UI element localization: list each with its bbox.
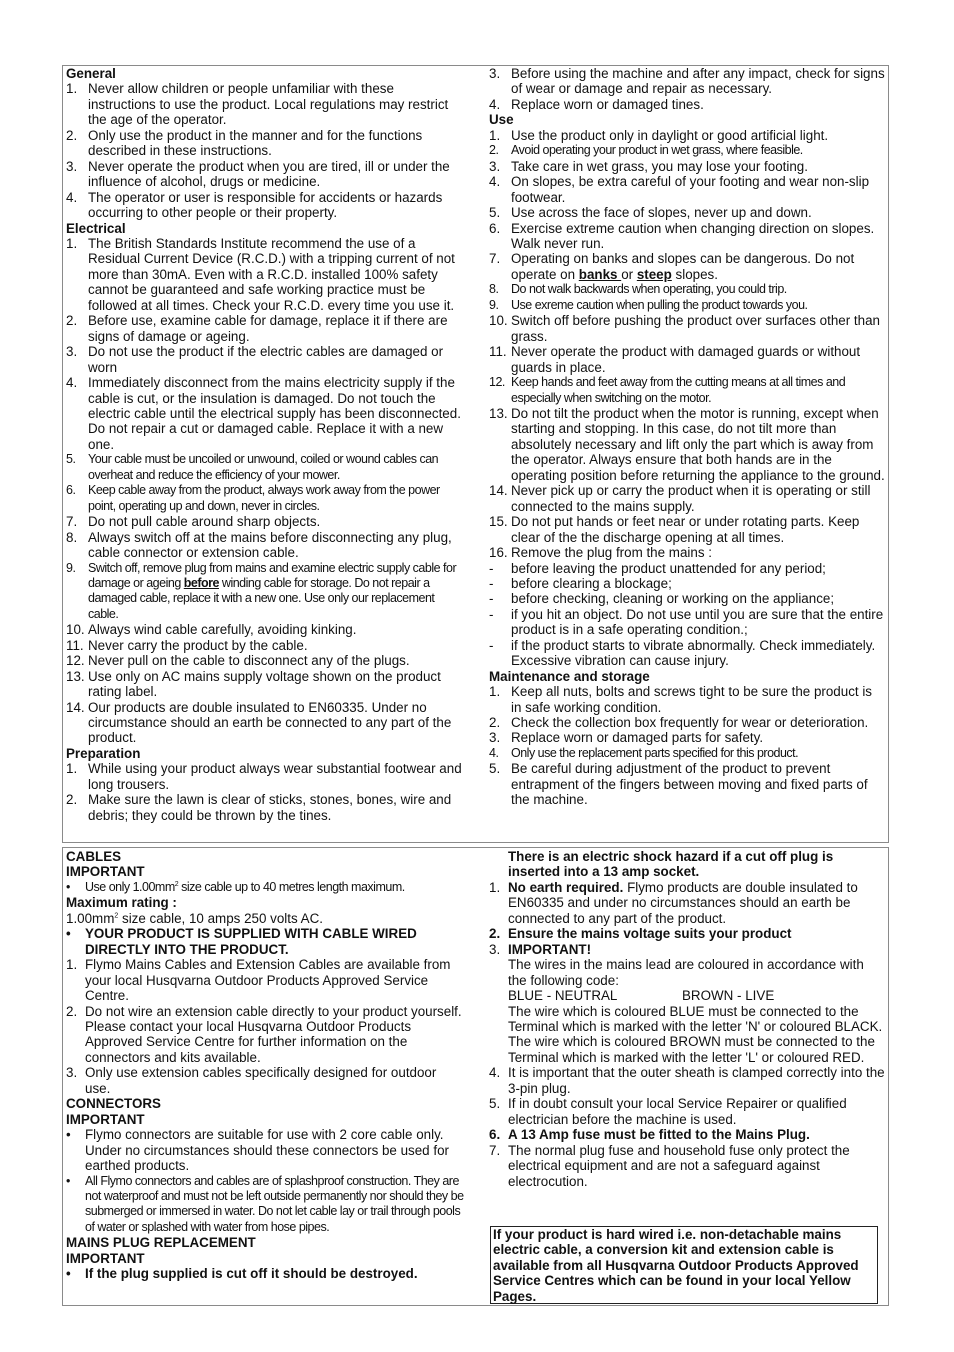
plug-item: 7. The normal plug fuse and household fuse only protect the electrical equipment and are not a safeguard against electrocution. <box>489 1142 850 1189</box>
use-item: 15. Do not put hands or feet near or under rotating parts. Keep clear of the the discharge opening at all times. <box>489 514 860 545</box>
use-item: 10. Switch off before pushing the product over surfaces other than grass. <box>489 313 880 344</box>
maintenance-item: 2. Check the collection box frequently for wear or deterioration. <box>489 715 869 731</box>
electrical-item: 13. Use only on AC mains supply voltage shown on the product rating label. <box>66 668 441 700</box>
max-rating-value: $1.00mm^2$ size cable, 10 amps 250 volts AC. <box>66 910 323 926</box>
cables-important-label: IMPORTANT <box>66 864 145 880</box>
use-item: 6. Exercise extreme caution when changing direction on slopes. Walk never run. <box>489 220 875 251</box>
maintenance-item: 3. Replace worn or damaged parts for safety. <box>489 730 764 746</box>
preparation-item: 1. While using your product always wear substantial footwear and long trousers. <box>66 761 462 792</box>
use-item: 2. Avoid operating your product in wet grass, where feasible. <box>489 143 803 158</box>
electrical-heading: Electrical <box>66 220 126 236</box>
connector-bullet: • All Flymo connectors and cables are of splashproof construction. They are not waterproof and must not be left outside permanently nor should they be submerged or immersed in water. Do not let cable lay or trail through pools of water or splashed with water from hose pipes. <box>66 1173 464 1234</box>
electrical-item: 10. Always wind cable carefully, avoiding kinking. <box>66 622 357 638</box>
use-item: 7. Operating on banks and slopes can be dangerous. Do not operate on banks or steep slopes. <box>489 251 855 282</box>
remove-plug-condition: - if you hit an object. Do not use until you are sure that the entire product is in a safe operating condition.; <box>489 606 884 638</box>
use-item: 16. Remove the plug from the mains : <box>489 545 712 561</box>
remove-plug-condition: - if the product starts to vibrate abnormally. Check immediately. Excessive vibration can cause injury. <box>489 637 876 669</box>
general-item: 3. Never operate the product when you are tired, ill or under the influence of alcohol, drugs or medicine. <box>66 158 450 190</box>
plug-important-label: IMPORTANT <box>66 1250 145 1266</box>
maintenance-heading: Maintenance and storage <box>489 668 650 684</box>
use-item: 5. Use across the face of slopes, never up and down. <box>489 205 812 221</box>
wire-code-brown: BROWN - LIVE <box>682 988 775 1004</box>
general-item: 2. Only use the product in the manner and for the functions described in these instructions. <box>66 127 423 159</box>
electrical-item: 1. The British Standards Institute recommend the use of a Residual Current Device (R.C.D.) with a tripping current of not more than 30mA. Even with a R.C.D. installed 100% safety cannot be guaranteed and safe working practice must be followed at all times. Check your R.C.D. every time you use it. <box>66 235 455 313</box>
plug-item: 6. A 13 Amp fuse must be fitted to the Mains Plug. <box>489 1127 810 1143</box>
electrical-item: 12. Never pull on the cable to disconnect any of the plugs. <box>66 653 410 669</box>
use-item: 4. On slopes, be extra careful of your footing and wear non-slip footwear. <box>489 174 870 205</box>
connectors-heading: CONNECTORS <box>66 1096 161 1112</box>
preparation-list <box>66 761 462 823</box>
before-emphasis: before <box>183 575 219 590</box>
use-heading: Use <box>489 112 514 128</box>
remove-plug-condition: - before checking, cleaning or working on the appliance; <box>489 591 835 607</box>
general-heading: General <box>66 66 116 81</box>
electrical-item: 14. Our products are double insulated to EN60335. Under no circumstance should an earth be connected to any part of the product. <box>66 699 452 746</box>
preparation-item: 2. Make sure the lawn is clear of sticks, stones, bones, wire and debris; they could be thrown by the tines. <box>66 792 452 823</box>
plug-destroy-bullet: • If the plug supplied is cut off it should be destroyed. <box>66 1266 418 1282</box>
cable-item: 3. Only use extension cables specifically designed for outdoor use. <box>66 1065 437 1096</box>
connector-bullet: • Flymo connectors are suitable for use with 2 core cable only. Under no circumstances should these connectors be used for earthed products. <box>66 1127 449 1174</box>
remove-plug-condition: - before leaving the product unattended for any period; <box>489 560 826 576</box>
max-rating-heading: Maximum rating : <box>66 895 177 911</box>
use-item: 14. Never pick up or carry the product when it is operating or still connected to the mains supply. <box>489 483 871 514</box>
remove-plug-condition: - before clearing a blockage; <box>489 575 672 591</box>
general-list <box>66 81 462 220</box>
electrical-item: 2. Before use, examine cable for damage, replace it if there are signs of damage or ageing. <box>66 313 448 344</box>
connectors-important-label: IMPORTANT <box>66 1111 145 1127</box>
electrical-item: 5. Your cable must be uncoiled or unwound, coiled or wound cables can overheat and reduce the efficiency of your mower. <box>66 452 439 482</box>
maintenance-list <box>489 684 886 808</box>
plug-item: 2. Ensure the mains voltage suits your product <box>489 926 792 942</box>
cable-item: 1. Flymo Mains Cables and Extension Cables are available from your local Husqvarna Outdoor Products Approved Service Centre. <box>66 957 451 1004</box>
electrical-item: 4. Immediately disconnect from the mains electricity supply if the cable is cut, or the insulation is damaged. Do not touch the electric cable until the electrical supply has been disconnected. Do not repair a cut or damaged cable. Replace it with a new one. <box>66 375 461 452</box>
safety-right-column <box>489 66 886 808</box>
electrical-item: 7. Do not pull cable around sharp objects. <box>66 514 321 530</box>
use-item: 9. Use exreme caution when pulling the product towards you. <box>489 297 808 312</box>
electrical-item: 8. Always switch off at the mains before disconnecting any plug, cable connector or extension cable. <box>66 529 452 561</box>
electrical-item: 6. Keep cable away from the product, always work away from the power point, operating up and down, never in circles. <box>66 483 440 513</box>
use-item: 8. Do not walk backwards when operating, you could trip. <box>489 282 787 297</box>
preparation-heading: Preparation <box>66 745 141 761</box>
preparation-continued-list <box>489 66 886 112</box>
remove-plug-conditions-list <box>489 561 886 669</box>
plug-item: 4. It is important that the outer sheath is clamped correctly into the 3-pin plug. <box>489 1065 885 1096</box>
general-item: 1. Never allow children or people unfamiliar with these instructions to use the product. Local regulations may restrict the age of the operator. <box>66 81 449 128</box>
supplied-wired-notice: • YOUR PRODUCT IS SUPPLIED WITH CABLE WIRED DIRECTLY INTO THE PRODUCT. <box>66 926 417 957</box>
maintenance-item: 4. Only use the replacement parts specified for this product. <box>489 745 799 760</box>
general-item: 4. The operator or user is responsible for accidents or hazards occurring to other people or their property. <box>66 189 443 221</box>
cable-size-bullet: • Use only $1.00mm^2$ size cable up to 40 metres length maximum. <box>66 879 405 894</box>
use-item: 3. Take care in wet grass, you may lose your footing. <box>489 158 808 174</box>
plug-item: 1. No earth required. Flymo products are double insulated to EN60335 and under no circumstances should an earth be connected to any part of the product. <box>489 879 858 926</box>
use-item: 11. Never operate the product with damaged guards or without guards in place. <box>489 344 861 375</box>
cables-heading: CABLES <box>66 849 122 864</box>
use-item: 1. Use the product only in daylight or good artificial light. <box>489 127 829 143</box>
plug-right-column <box>489 849 886 1189</box>
plug-item: 5. If in doubt consult your local Service Repairer or qualified electrician before the machine is used. <box>489 1096 847 1127</box>
electrical-item: 11. Never carry the product by the cable. <box>66 637 308 653</box>
wire-code-blue: BLUE - NEUTRAL <box>508 988 618 1004</box>
plug-item: 3. IMPORTANT! The wires in the mains lead are coloured in accordance with the following code: BLUE - NEUTRAL BROWN - LIVE The wire which is coloured BLUE must be connected to the Terminal which is marked with the letter 'N' or coloured BLACK. The wire which is coloured BROWN must be connected to the Terminal which is marked with the letter 'L' or coloured RED. <box>489 941 883 1065</box>
shock-hazard-warning: There is an electric shock hazard if a cut off plug is inserted into a 13 amp socket. <box>508 849 834 880</box>
maintenance-item: 5. Be careful during adjustment of the product to prevent entrapment of the fingers between moving and fixed parts of the machine. <box>489 761 868 808</box>
cable-item: 2. Do not wire an extension cable directly to your product yourself. Please contact your local Husqvarna Outdoor Products Approved Service Centre for further information on the connectors and kits available. <box>66 1003 462 1065</box>
banks-emphasis: banks <box>578 266 622 282</box>
safety-left-column <box>66 66 462 823</box>
cables-left-column <box>66 849 464 1282</box>
plug-replacement-heading: MAINS PLUG REPLACEMENT <box>66 1235 256 1251</box>
steep-emphasis: steep <box>636 266 672 282</box>
hard-wired-notice-box: If your product is hard wired i.e. non-detachable mains electric cable, a conversion kit and extension cable is available from all Husqvarna Outdoor Products Approved Service Centres which can be found in your local Yellow Pages. <box>490 1226 878 1304</box>
electrical-item: 9. Switch off, remove plug from mains and examine electric supply cable for damage or ageing before winding cable for storage. Do not repair a damaged cable, replace it with a new one. Use only our replacement cable. <box>66 560 457 621</box>
cable-list <box>66 957 464 1096</box>
use-item: 12. Keep hands and feet away from the cutting means at all times and especially when switching on the motor. <box>489 375 846 405</box>
preparation-item: 3. Before using the machine and after any impact, check for signs of wear or damage and repair as necessary. <box>489 66 885 97</box>
electrical-item: 3. Do not use the product if the electric cables are damaged or worn <box>66 344 444 375</box>
maintenance-item: 1. Keep all nuts, bolts and screws tight to be sure the product is in safe working condition. <box>489 684 873 715</box>
preparation-item: 4. Replace worn or damaged tines. <box>489 96 704 112</box>
use-item: 13. Do not tilt the product when the motor is running, except when starting and stopping. In this case, do not tilt more than absolutely necessary and lift only the part which is away from the operator. Always ensure that both hands are in the operating position before returning the appliance to the ground. <box>489 405 885 483</box>
